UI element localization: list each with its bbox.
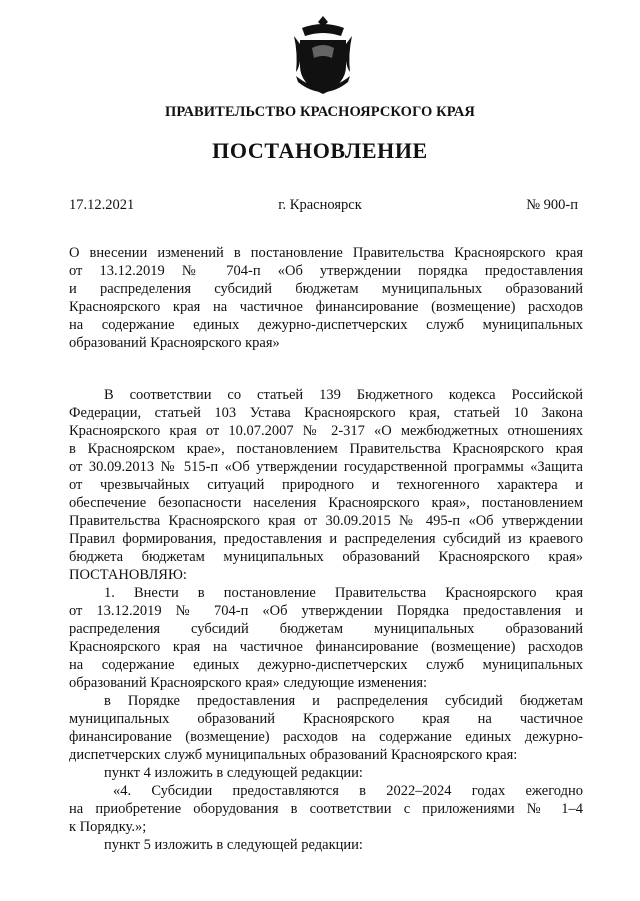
body-line: диспетчерских служб муниципальных образований Красноярского края: [69,747,518,763]
body-line: в Порядке предоставления и распределения субсидий бюджетам [104,693,583,709]
body-line: В соответствии со статьей 139 Бюджетного кодекса Российской [104,387,583,403]
body-line: Красноярского края от 10.07.2007 № 2-317 «О межбюджетных отношениях [69,423,583,439]
title-line: на содержание единых дежурно-диспетчерских служб муниципальных [69,317,583,333]
body-line: пункт 4 изложить в следующей редакции: [104,765,363,781]
body-line: распределения субсидий бюджетам муниципальных образований [69,621,583,637]
body-line: от чрезвычайных ситуаций природного и техногенного характера и [69,477,583,493]
title-line: образований Красноярского края» [69,335,280,351]
body-line: образований Красноярского края» следующие изменения: [69,675,428,691]
body-line: от 13.12.2019 № 704-п «Об утверждении Порядка предоставления и [69,603,583,619]
body-line: муниципальных образований Красноярского края на частичное [69,711,583,727]
title-line: О внесении изменений в постановление Правительства Красноярского края [69,245,583,261]
document-date: 17.12.2021 [69,197,135,213]
body-line: в Красноярском крае», постановлением Правительства Красноярского края [69,441,583,457]
body-line: к Порядку.»; [69,819,147,835]
body-line: от 30.09.2013 № 515-п «Об утверждении государственной программы «Защита [69,459,583,475]
coat-of-arms-emblem [292,14,354,98]
government-name: ПРАВИТЕЛЬСТВО КРАСНОЯРСКОГО КРАЯ [164,104,475,120]
body-line: 1. Внести в постановление Правительства Красноярского края [104,585,583,601]
body-line: на приобретение оборудования в соответствии с приложениями № 1–4 [69,801,583,817]
title-line: от 13.12.2019 № 704-п «Об утверждении порядка предоставления [69,263,583,279]
body-line: Красноярского края на частичное финансирование (возмещение) расходов [69,639,583,655]
title-line: и распределения субсидий бюджетам муниципальных образований [69,281,583,297]
title-line: Красноярского края на частичное финансирование (возмещение) расходов [69,299,583,315]
document-number: № 900-п [526,197,578,213]
document-city: г. Красноярск [278,197,362,213]
body-line: обеспечение безопасности населения Красноярского края», постановлением [69,495,583,511]
body-line: «4. Субсидии предоставляются в 2022–2024 годах ежегодно [113,783,583,799]
body-line: Правительства Красноярского края от 30.09.2015 № 495-п «Об утверждении [69,513,583,529]
document-type: ПОСТАНОВЛЕНИЕ [212,138,428,163]
body-line: пункт 5 изложить в следующей редакции: [104,837,363,853]
body-line: бюджета бюджетам муниципальных образований Красноярского края» [69,549,583,565]
body-line: Правил формирования, предоставления и распределения субсидий из краевого [69,531,583,547]
body-line: ПОСТАНОВЛЯЮ: [69,567,187,583]
body-line: Федерации, статьей 103 Устава Красноярского края, статьей 10 Закона [69,405,583,421]
body-line: на содержание единых дежурно-диспетчерских служб муниципальных [69,657,583,673]
body-line: финансирование (возмещение) расходов на содержание единых дежурно- [69,729,583,745]
